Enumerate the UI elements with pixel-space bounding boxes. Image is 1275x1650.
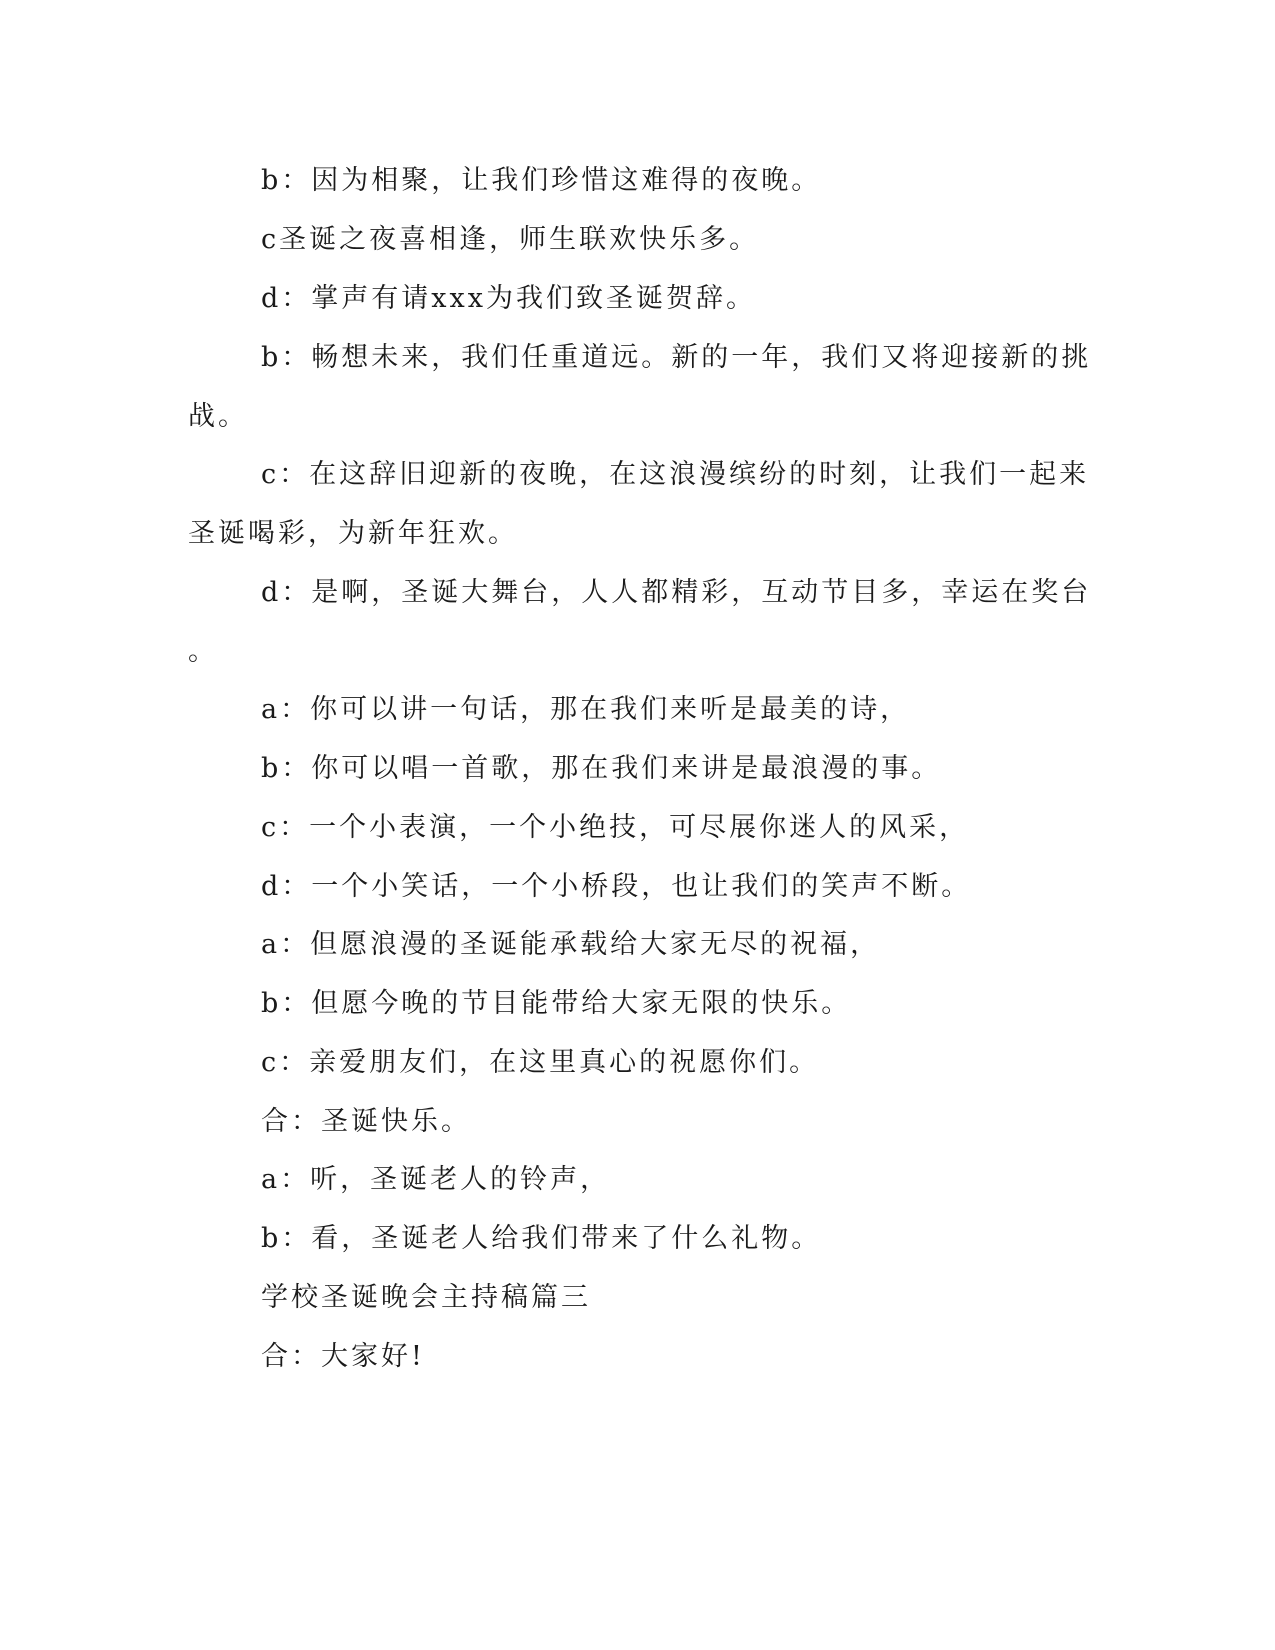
paragraph-line: c：一个小表演，一个小绝技，可尽展你迷人的风采， [261, 812, 970, 843]
section-heading: 学校圣诞晚会主持稿篇三 [261, 1282, 591, 1313]
paragraph-line: b：但愿今晚的节目能带给大家无限的快乐。 [261, 988, 852, 1019]
paragraph-line: b：因为相聚，让我们珍惜这难得的夜晚。 [261, 165, 822, 196]
paragraph-line-continuation: 。 [188, 636, 218, 667]
paragraph-line: b：你可以唱一首歌，那在我们来讲是最浪漫的事。 [261, 753, 942, 784]
paragraph-line-continuation: 圣诞喝彩，为新年狂欢。 [188, 518, 518, 549]
paragraph-line: c圣诞之夜喜相逢，师生联欢快乐多。 [261, 224, 760, 255]
paragraph-line: 合：圣诞快乐。 [261, 1106, 471, 1137]
paragraph-line: a：但愿浪漫的圣诞能承载给大家无尽的祝福， [261, 929, 881, 960]
paragraph-line: d：掌声有请xxx为我们致圣诞贺辞。 [261, 283, 756, 314]
paragraph-line: d：是啊，圣诞大舞台，人人都精彩，互动节目多，幸运在奖台 [261, 577, 1092, 608]
paragraph-line: b：看，圣诞老人给我们带来了什么礼物。 [261, 1223, 822, 1254]
paragraph-line: a：你可以讲一句话，那在我们来听是最美的诗， [261, 694, 911, 725]
paragraph-line: a：听，圣诞老人的铃声， [261, 1164, 611, 1195]
paragraph-line: 合：大家好! [261, 1341, 425, 1372]
paragraph-line-continuation: 战。 [188, 401, 248, 432]
paragraph-line: d：一个小笑话，一个小桥段，也让我们的笑声不断。 [261, 871, 972, 902]
paragraph-line: c：亲爱朋友们，在这里真心的祝愿你们。 [261, 1047, 820, 1078]
paragraph-line: c：在这辞旧迎新的夜晚，在这浪漫缤纷的时刻，让我们一起来 [261, 459, 1090, 490]
paragraph-line: b：畅想未来，我们任重道远。新的一年，我们又将迎接新的挑 [261, 342, 1092, 373]
